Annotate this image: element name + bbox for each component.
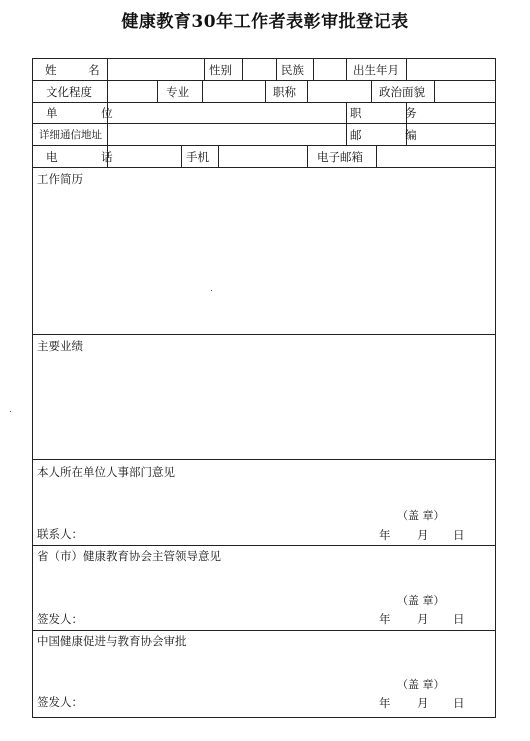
provincial-year: 年: [379, 612, 391, 626]
cell-divider: [242, 59, 243, 80]
cell-divider: [434, 80, 435, 102]
unit-month: 月: [417, 528, 429, 542]
name-label: 姓 名: [45, 63, 114, 77]
unit-contact-label: 联系人：: [37, 527, 83, 541]
major-label: 专业: [166, 85, 189, 99]
cell-divider: [307, 145, 308, 167]
cell-divider: [346, 59, 347, 80]
provincial-signer-label: 签发人：: [37, 612, 83, 626]
unit-day: 日: [453, 528, 465, 542]
row-divider: [33, 145, 495, 146]
national-year: 年: [379, 696, 391, 710]
provincial-opinion-label: 省（市）健康教育协会主管领导意见: [37, 549, 221, 563]
mobile-label: 手机: [186, 150, 209, 164]
national-approval-label: 中国健康促进与教育协会审批: [37, 634, 187, 648]
gender-label: 性别: [209, 63, 232, 77]
cell-divider: [307, 80, 308, 102]
provincial-day: 日: [453, 612, 465, 626]
professional-title-label: 职称: [273, 85, 296, 99]
phone-label: 电 话: [46, 150, 133, 164]
section-divider: [33, 545, 495, 546]
cell-divider: [406, 59, 407, 80]
cell-divider: [376, 145, 377, 167]
ethnicity-label: 民族: [281, 63, 304, 77]
national-day: 日: [453, 696, 465, 710]
cell-divider: [204, 59, 205, 80]
work-unit-label: 单 位: [46, 106, 133, 120]
national-seal-text: （盖 章）: [397, 678, 445, 691]
form-title: 健康教育30年工作者表彰审批登记表: [121, 12, 409, 32]
cell-divider: [265, 80, 266, 102]
section-divider: [33, 459, 495, 460]
postcode-label: 邮 编: [350, 128, 437, 142]
position-label: 职 务: [350, 106, 437, 120]
row-divider: [33, 167, 495, 168]
unit-seal-text: （盖 章）: [397, 509, 445, 522]
section-divider: [33, 334, 495, 335]
unit-year: 年: [379, 528, 391, 542]
cell-divider: [107, 80, 108, 102]
cell-divider: [371, 80, 372, 102]
email-label: 电子邮箱: [317, 150, 363, 164]
cell-divider: [313, 59, 314, 80]
section-divider: [33, 630, 495, 631]
cell-divider: [346, 102, 347, 145]
birth-date-label: 出生年月: [353, 63, 399, 77]
cell-divider: [157, 80, 158, 102]
row-divider: [33, 102, 495, 103]
unit-opinion-label: 本人所在单位人事部门意见: [37, 465, 175, 479]
row-divider: [33, 123, 495, 124]
cell-divider: [218, 145, 219, 167]
scan-speck: [10, 411, 11, 412]
education-label: 文化程度: [46, 85, 92, 99]
speck: [211, 290, 212, 291]
work-resume-label: 工作简历: [37, 172, 83, 186]
provincial-month: 月: [417, 612, 429, 626]
national-month: 月: [417, 696, 429, 710]
row-divider: [33, 80, 495, 81]
achievements-label: 主要业绩: [37, 339, 83, 353]
registration-form: [32, 58, 496, 718]
provincial-seal-text: （盖 章）: [397, 594, 445, 607]
political-status-label: 政治面貌: [379, 85, 425, 99]
address-label: 详细通信地址: [39, 129, 102, 141]
cell-divider: [181, 145, 182, 167]
cell-divider: [276, 59, 277, 80]
national-signer-label: 签发人：: [37, 695, 83, 709]
cell-divider: [202, 80, 203, 102]
